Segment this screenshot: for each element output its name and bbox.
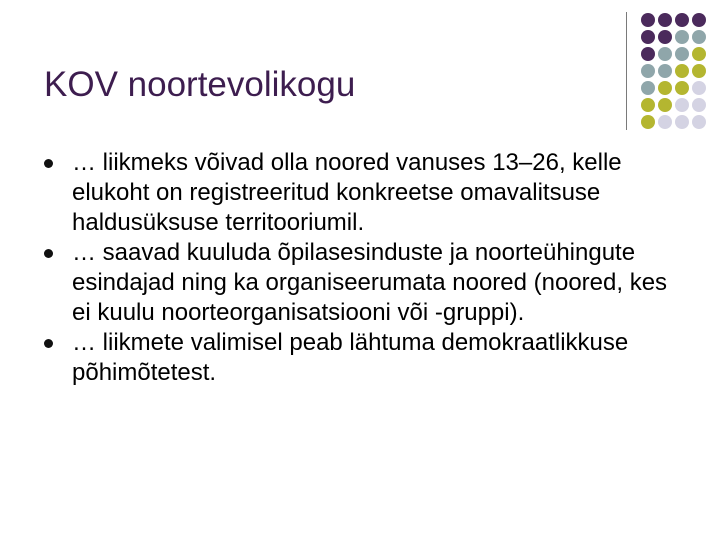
decorative-dot — [675, 81, 689, 95]
decorative-dot-grid — [0, 0, 720, 140]
decorative-dot — [658, 64, 672, 78]
decorative-dot — [641, 64, 655, 78]
decorative-dot — [692, 47, 706, 61]
decorative-dot — [692, 64, 706, 78]
decorative-dot — [641, 13, 655, 27]
decorative-dot — [692, 13, 706, 27]
decorative-dot — [692, 30, 706, 44]
bullet-item — [44, 238, 684, 328]
decorative-dot — [675, 64, 689, 78]
decorative-dot — [658, 47, 672, 61]
decorative-dot — [641, 98, 655, 112]
decorative-dot — [658, 115, 672, 129]
bullet-text: … liikmete valimisel peab lähtuma demokraatlikkuse põhimõtetest. — [72, 329, 629, 386]
bullet-marker-icon — [44, 249, 53, 258]
decorative-dot — [675, 47, 689, 61]
decorative-dot — [675, 13, 689, 27]
decorative-dot — [658, 13, 672, 27]
bullet-item — [44, 328, 684, 388]
decorative-dot — [692, 81, 706, 95]
bullet-text: … saavad kuuluda õpilasesinduste ja noorteühingute esindajad ning ka organiseerumata noored (noored, kes ei kuulu noorteorganisatsiooni või -gruppi). — [72, 239, 668, 326]
decorative-dot — [658, 30, 672, 44]
bullet-text: … liikmeks võivad olla noored vanuses 13–26, kelle elukoht on registreeritud konkreetse omavalitsuse haldusüksuse territooriumil. — [72, 149, 622, 236]
decorative-dot — [658, 81, 672, 95]
bullet-list — [44, 148, 684, 388]
decorative-dot — [692, 98, 706, 112]
decorative-dot — [641, 30, 655, 44]
bullet-marker-icon — [44, 159, 53, 168]
decorative-dot — [675, 115, 689, 129]
decorative-dot — [675, 30, 689, 44]
decorative-dot — [641, 81, 655, 95]
decorative-dot — [658, 98, 672, 112]
decorative-dot — [641, 115, 655, 129]
decorative-dot — [641, 47, 655, 61]
decorative-dot — [692, 115, 706, 129]
bullet-item — [44, 148, 684, 238]
decorative-dot — [675, 98, 689, 112]
bullet-marker-icon — [44, 339, 53, 348]
slide-title: KOV noortevolikogu — [44, 65, 356, 104]
